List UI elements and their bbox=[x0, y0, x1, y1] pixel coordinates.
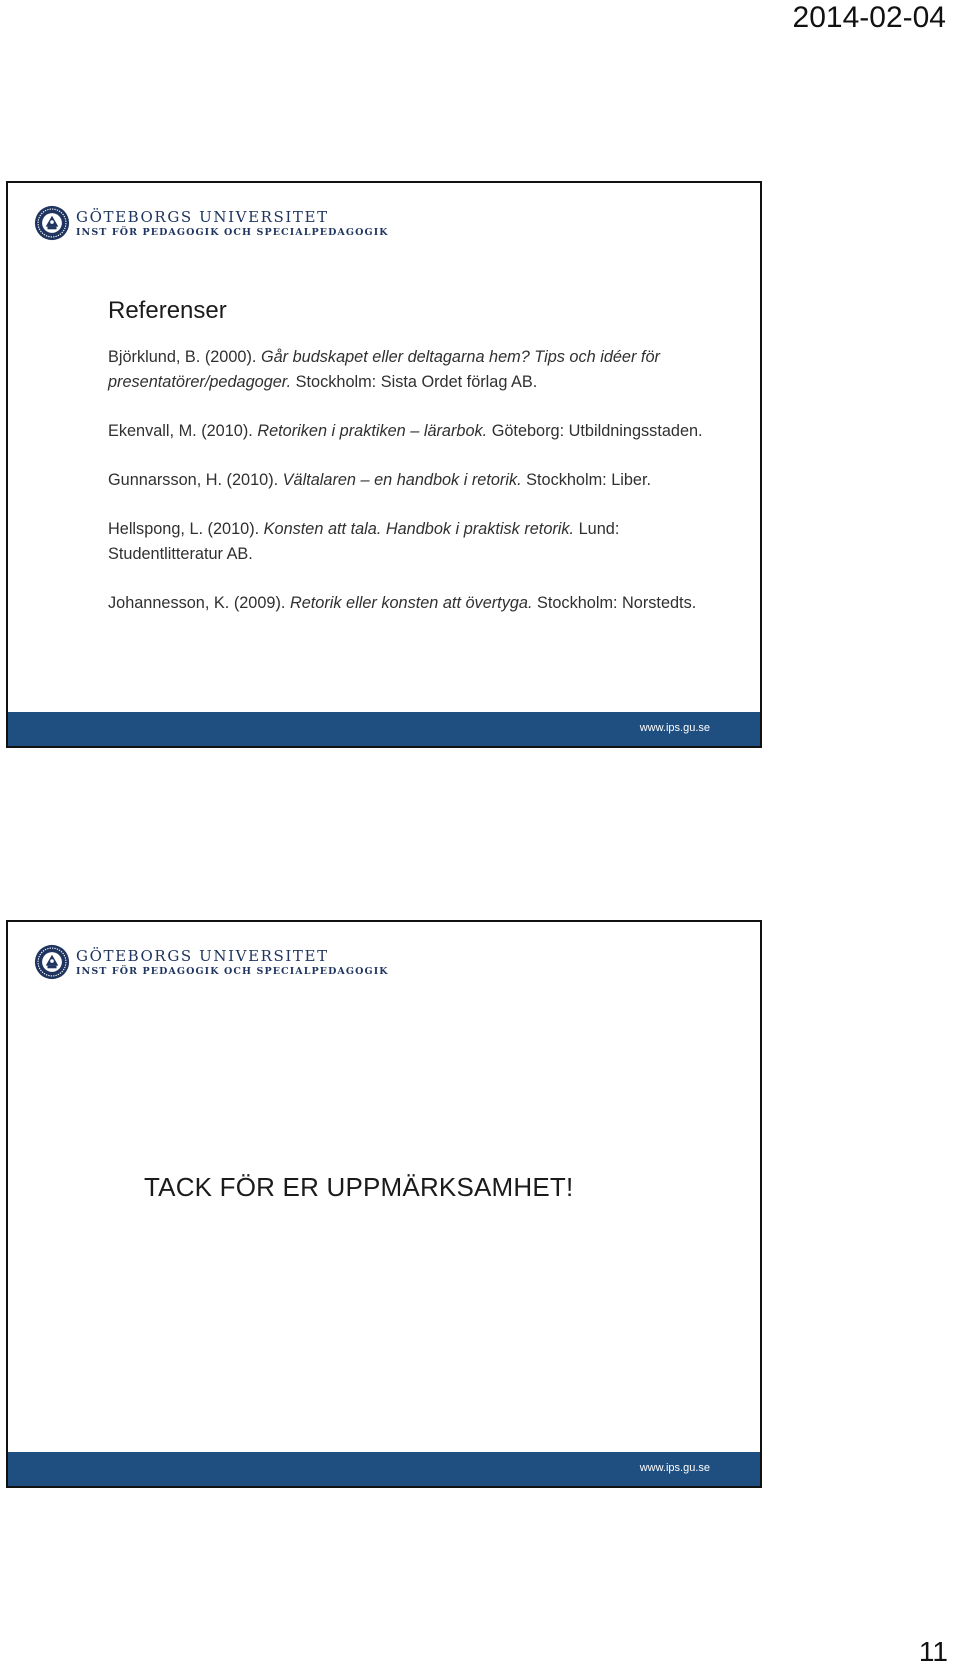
reference-item: Johannesson, K. (2009). Retorik eller konsten att övertyga. Stockholm: Norstedts. bbox=[108, 594, 697, 612]
university-seal-icon bbox=[34, 944, 70, 980]
university-name: GÖTEBORGS UNIVERSITET bbox=[76, 207, 329, 226]
footer-url[interactable]: www.ips.gu.se bbox=[639, 1462, 710, 1474]
university-logo bbox=[34, 205, 389, 241]
reference-list bbox=[108, 345, 728, 640]
slide-title: Referenser bbox=[108, 297, 227, 324]
institution-name: INST FÖR PEDAGOGIK OCH SPECIALPEDAGOGIK bbox=[76, 226, 389, 238]
thank-you-text: TACK FÖR ER UPPMÄRKSAMHET! bbox=[144, 1172, 574, 1202]
reference-item: Björklund, B. (2000). Går budskapet eller deltagarna hem? Tips och idéer för presentatörer/pedagoger. Stockholm: Sista Ordet förlag AB. bbox=[108, 348, 660, 391]
reference-item: Ekenvall, M. (2010). Retoriken i praktiken – lärarbok. Göteborg: Utbildningsstaden. bbox=[108, 422, 703, 440]
reference-item: Hellspong, L. (2010). Konsten att tala. Handbok i praktisk retorik. Lund: Studentlitteratur AB. bbox=[108, 520, 620, 563]
university-logo bbox=[34, 944, 389, 980]
footer-url[interactable]: www.ips.gu.se bbox=[639, 722, 710, 734]
page-date: 2014-02-04 bbox=[792, 1, 946, 34]
university-name: GÖTEBORGS UNIVERSITET bbox=[76, 946, 329, 965]
slide-thanks bbox=[6, 920, 762, 1488]
reference-item: Gunnarsson, H. (2010). Vältalaren – en handbok i retorik. Stockholm: Liber. bbox=[108, 471, 652, 489]
slide-references bbox=[6, 181, 762, 748]
slide-footer-bar bbox=[8, 1452, 760, 1486]
institution-name: INST FÖR PEDAGOGIK OCH SPECIALPEDAGOGIK bbox=[76, 965, 389, 977]
page-number: 11 bbox=[918, 1636, 948, 1667]
university-seal-icon bbox=[34, 205, 70, 241]
slide-footer-bar bbox=[8, 712, 760, 746]
